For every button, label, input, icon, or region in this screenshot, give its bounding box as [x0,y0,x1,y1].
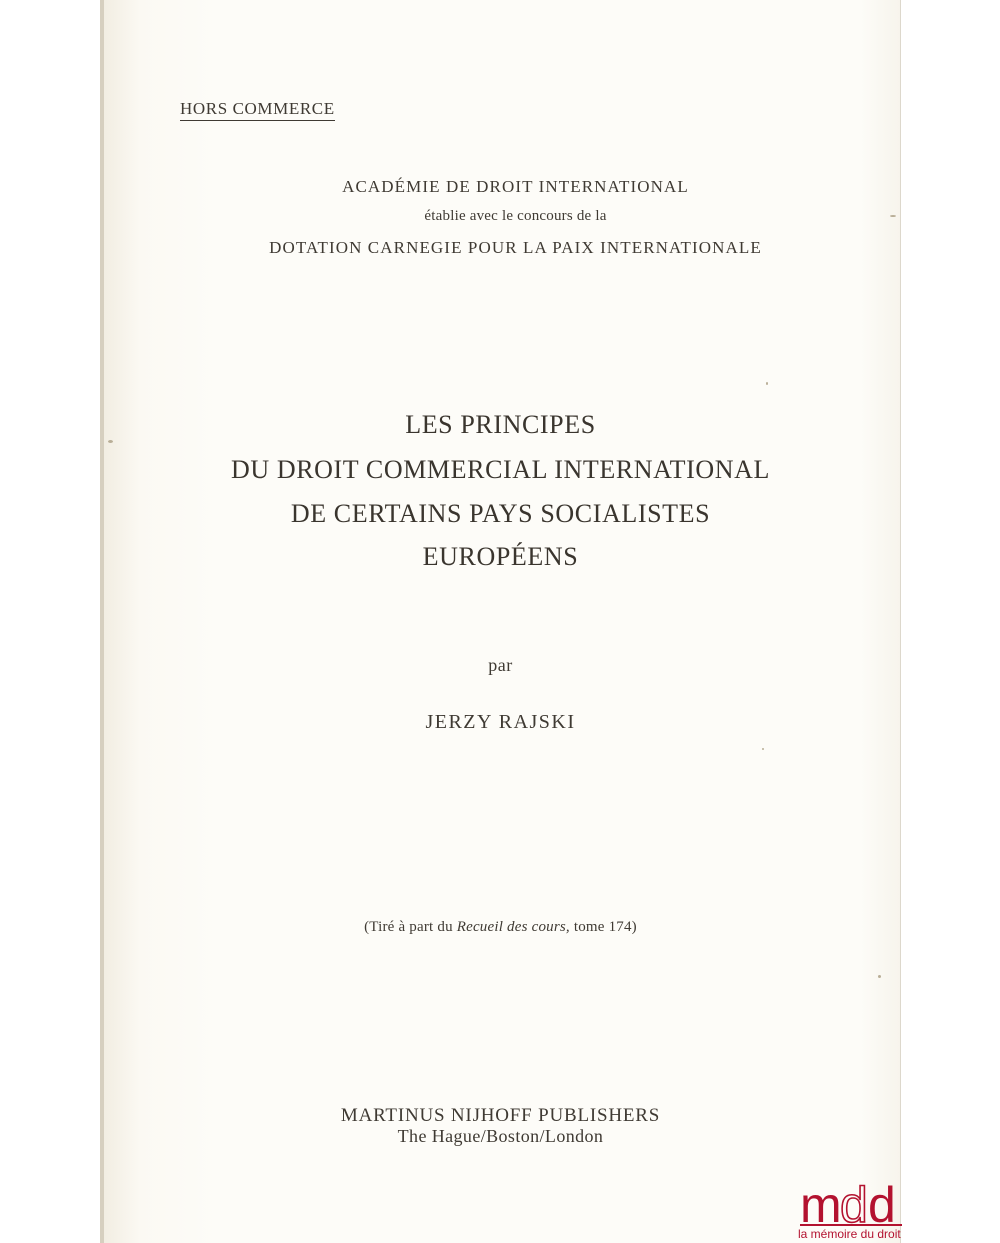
institution-subline: établie avec le concours de la [424,208,607,224]
institution-name: ACADÉMIE DE DROIT INTERNATIONAL [342,177,689,196]
logo-m: m [800,1177,842,1233]
offprint-prefix: (Tiré à part du [364,919,457,935]
book-title-line-3: DE CERTAINS PAYS SOCIALISTES [290,499,711,528]
cover-left-edge [100,0,104,1243]
paper-speck [766,382,768,385]
book-title-line-2: DU DROIT COMMERCIAL INTERNATIONAL [230,455,771,484]
logo-d: d [868,1177,896,1233]
hors-commerce-label: HORS COMMERCE [180,99,335,121]
by-label: par [488,655,513,675]
book-title-line-1: LES PRINCIPES [405,410,596,439]
offprint-work-title: Recueil des cours, [456,919,570,935]
offprint-note [100,919,901,936]
offprint-suffix: tome 174) [569,919,637,935]
publisher-name: MARTINUS NIJHOFF PUBLISHERS [340,1105,661,1126]
paper-speck [762,748,764,750]
book-title-line-4: EUROPÉENS [422,542,579,571]
logo-tagline: la mémoire du droit [798,1227,901,1241]
logo-d-outline: d [840,1177,868,1233]
publisher-cities: The Hague/Boston/London [397,1126,604,1146]
author-name: JERZY RAJSKI [425,711,576,733]
institution-sponsor: DOTATION CARNEGIE POUR LA PAIX INTERNATIONALE [269,238,762,257]
paper-speck [878,975,881,978]
paper-speck [108,440,113,443]
